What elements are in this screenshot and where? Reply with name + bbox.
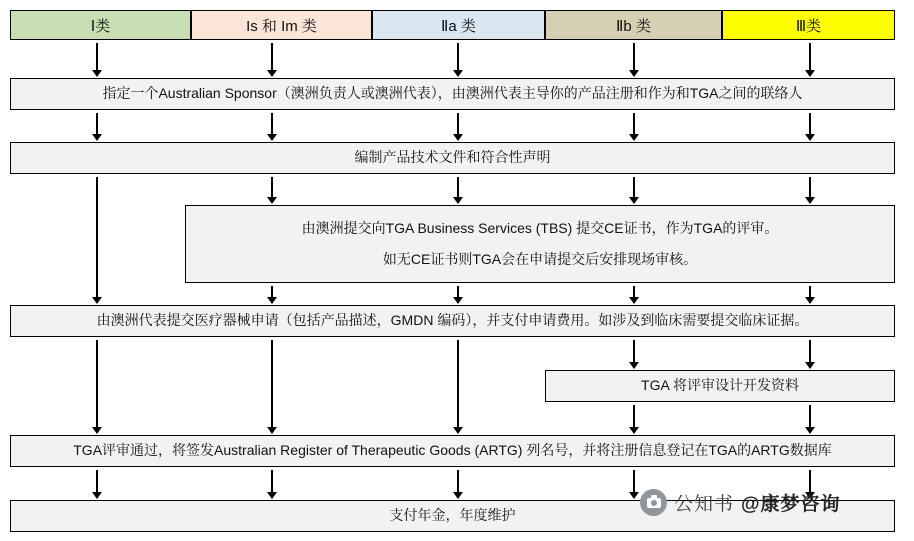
step-tbs-review-box [185, 205, 895, 283]
step-design-review-text: TGA 将评审设计开发资料 [641, 377, 799, 394]
class-header-i [10, 10, 191, 40]
class-header-iia [372, 10, 545, 40]
class-header-is-im-label: Is 和 Im 类 [246, 17, 317, 35]
step-artg-listing-box [10, 435, 895, 467]
class-header-i-label: Ⅰ类 [90, 17, 111, 35]
class-header-iii [722, 10, 895, 40]
class-header-iib [545, 10, 722, 40]
step-design-review-box [545, 370, 895, 402]
step-artg-listing-text: TGA评审通过，将签发Australian Register of Therapeutic Goods (ARTG) 列名号，并将注册信息登记在TGA的ARTG数据库 [73, 442, 832, 459]
step-annual-fee-text: 支付年金，年度维护 [389, 507, 516, 524]
step-tbs-line2: 如无CE证书则TGA会在申请提交后安排现场审核。 [382, 250, 698, 267]
step-tbs-line1: 由澳洲提交向TGA Business Services (TBS) 提交CE证书，作为TGA的评审。 [301, 219, 779, 236]
class-header-iia-label: Ⅱa 类 [441, 17, 476, 35]
step-technical-file-box [10, 142, 895, 174]
step-sponsor-box [10, 78, 895, 110]
step-application-text: 由澳洲代表提交医疗器械申请（包括产品描述，GMDN 编码），并支付申请费用。如涉及到临床需要提交临床证据。 [96, 312, 809, 329]
watermark [640, 489, 841, 516]
watermark-handle: @康梦咨询 [741, 494, 841, 515]
watermark-platform: 公知书 [674, 494, 735, 515]
class-header-is-im [191, 10, 372, 40]
step-sponsor-text: 指定一个Australian Sponsor（澳洲负责人或澳洲代表），由澳洲代表主导你的产品注册和作为和TGA之间的联络人 [102, 85, 803, 102]
step-application-box [10, 305, 895, 337]
class-header-iii-label: Ⅲ类 [795, 17, 822, 35]
camera-icon [640, 489, 667, 516]
class-header-iib-label: Ⅱb 类 [616, 17, 651, 35]
step-technical-file-text: 编制产品技术文件和符合性声明 [354, 149, 551, 166]
